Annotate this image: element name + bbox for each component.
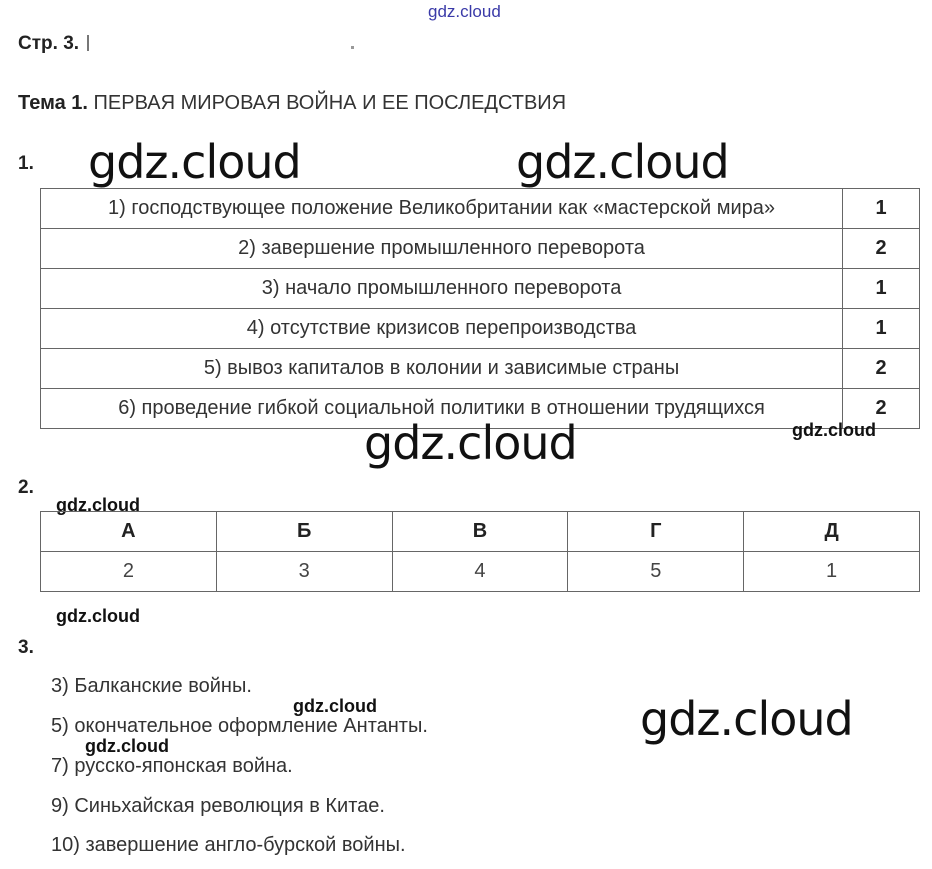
list-item: 5) окончательное оформление Антанты. [51, 715, 428, 737]
task1-row-text: 6) проведение гибкой социальной политики в отношении трудящихся [41, 389, 843, 429]
task2-header-cell: А [41, 512, 217, 552]
table-row [41, 189, 920, 229]
task3-number: 3. [18, 637, 34, 658]
task1-row-text: 2) завершение промышленного переворота [41, 229, 843, 269]
watermark-5: gdz.cloud [56, 495, 140, 515]
task1-row-text: 3) начало промышленного переворота [41, 269, 843, 309]
task2-header-cell: Д [744, 512, 920, 552]
watermark-4: gdz.cloud [792, 420, 876, 440]
page-title-text: Стр. 3. [18, 33, 80, 54]
task2-value-row [41, 552, 920, 592]
task2-header-cell: Б [216, 512, 392, 552]
header-watermark: gdz.cloud [428, 2, 501, 21]
task2-table [40, 511, 920, 592]
task1-row-value: 1 [843, 189, 920, 229]
watermark-7: gdz.cloud [293, 696, 377, 716]
task1-row-text: 4) отсутствие кризисов перепроизводства [41, 309, 843, 349]
task2-value-cell: 4 [392, 552, 568, 592]
task2-header-cell: В [392, 512, 568, 552]
watermark-6: gdz.cloud [56, 606, 140, 626]
list-item: 9) Синьхайская революция в Китае. [51, 795, 385, 817]
list-item: 7) русско-японская война. [51, 755, 293, 777]
watermark-1: gdz.cloud [88, 135, 301, 189]
watermark-3: gdz.cloud [364, 416, 577, 470]
task2-number: 2. [18, 477, 34, 498]
task1-table [40, 188, 920, 429]
task1-row-value: 2 [843, 389, 920, 429]
watermark-8: gdz.cloud [85, 736, 169, 756]
task1-row-value: 1 [843, 269, 920, 309]
watermark-9: gdz.cloud [640, 692, 853, 746]
table-row [41, 309, 920, 349]
list-item: 10) завершение англо-бурской войны. [51, 834, 406, 856]
page-title [18, 33, 354, 55]
task2-header-cell: Г [568, 512, 744, 552]
task2-value-cell: 5 [568, 552, 744, 592]
task1-row-value: 1 [843, 309, 920, 349]
topic-title: ПЕРВАЯ МИРОВАЯ ВОЙНА И ЕЕ ПОСЛЕДСТВИЯ [93, 92, 567, 114]
task1-row-value: 2 [843, 229, 920, 269]
text-cursor-mark [87, 35, 89, 51]
topic-label: Тема 1. [18, 92, 88, 114]
task2-value-cell: 3 [216, 552, 392, 592]
topic-heading [18, 92, 566, 115]
stray-dot [351, 46, 354, 49]
table-row [41, 349, 920, 389]
task2-value-cell: 1 [744, 552, 920, 592]
task1-row-text: 1) господствующее положение Великобритании как «мастерской мира» [41, 189, 843, 229]
task1-row-value: 2 [843, 349, 920, 389]
table-row [41, 269, 920, 309]
task1-row-text: 5) вывоз капиталов в колонии и зависимые страны [41, 349, 843, 389]
watermark-2: gdz.cloud [516, 135, 729, 189]
task1-number: 1. [18, 153, 34, 174]
table-row [41, 229, 920, 269]
task2-header-row [41, 512, 920, 552]
task2-value-cell: 2 [41, 552, 217, 592]
list-item: 3) Балканские войны. [51, 675, 252, 697]
